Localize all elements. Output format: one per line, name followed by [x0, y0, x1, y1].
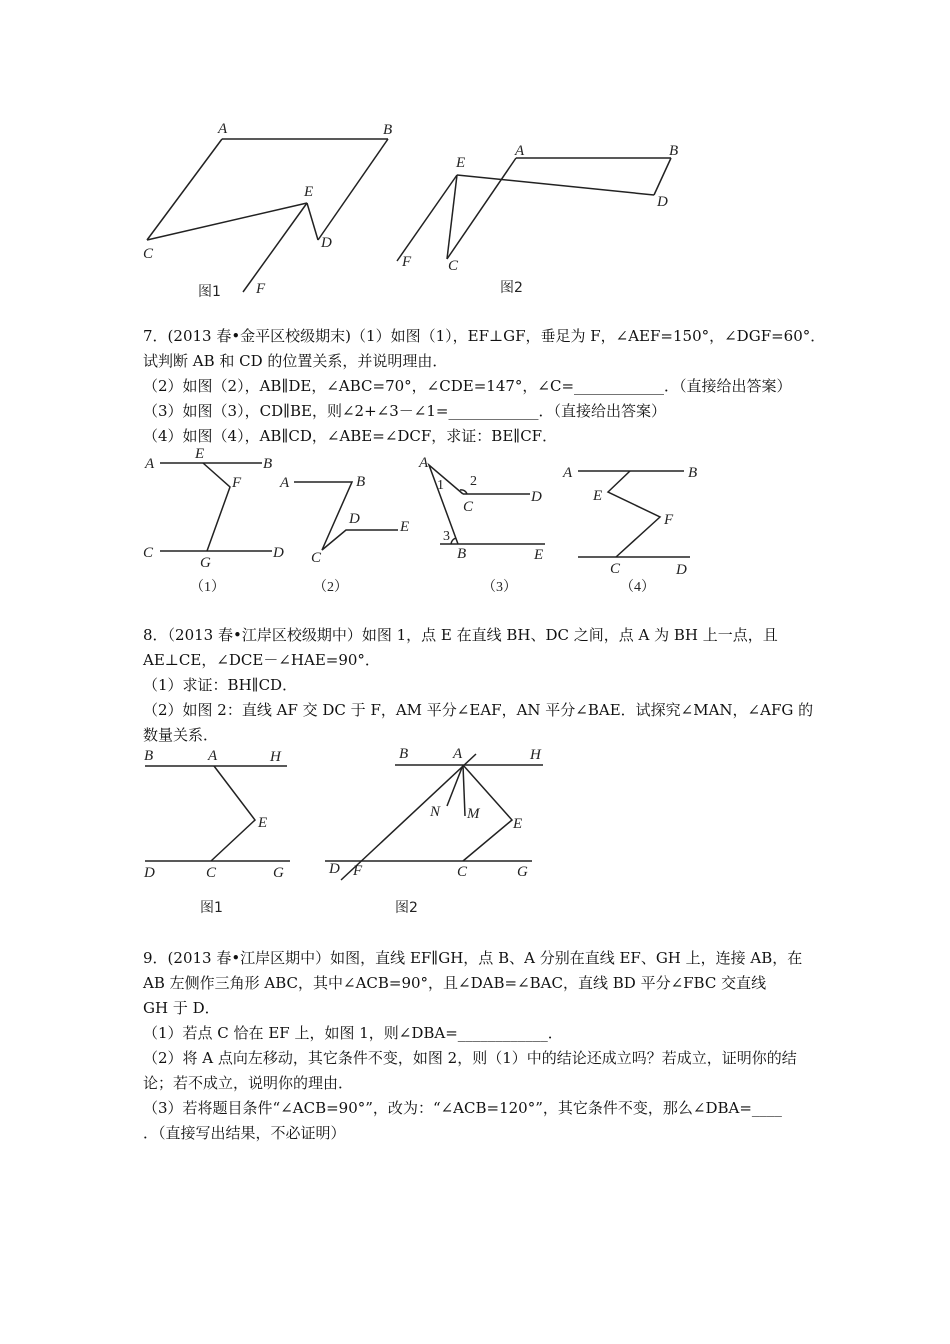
q7-line-4: （3）如图（3），CD∥BE，则∠2+∠3－∠1=____________．（直接给出答案） [143, 402, 666, 420]
q8-line-1: 8．（2013 春•江岸区校级期中）如图 1，点 E 在直线 BH、DC 之间，点 A 为 BH 上一点，且 [143, 626, 778, 644]
top-figures [0, 0, 950, 310]
ray-an [447, 765, 463, 806]
angle-1-label: 1 [437, 478, 444, 493]
label-b: B [263, 456, 273, 472]
angle-2-label: 2 [470, 474, 477, 489]
top-figures-svg [0, 0, 950, 310]
label-b: B [383, 122, 393, 138]
q9-line-7: （3）若将题目条件“∠ACB=90°”，改为：“∠ACB=120°”，其它条件不变，那么∠DBA=____ [143, 1099, 782, 1117]
q7-fig3-caption: （3） [482, 580, 517, 595]
path-abcde [294, 482, 398, 550]
q8-figures [0, 740, 950, 920]
label-d: D [349, 511, 360, 527]
label-e: E [304, 184, 314, 200]
path-aec [211, 766, 255, 861]
label-d: D [273, 545, 284, 561]
q8-line-3: （1）求证：BH∥CD． [143, 676, 298, 694]
q7-fig1 [143, 446, 284, 595]
fig2-caption: 图2 [500, 280, 523, 296]
fig1-caption: 图1 [198, 284, 221, 300]
label-e: E [593, 488, 603, 504]
q9-line-2: AB 左侧作三角形 ABC，其中∠ACB=90°，且∠DAB=∠BAC，直线 BD 平分∠FBC 交直线 [143, 974, 767, 992]
label-f: F [256, 281, 266, 297]
label-b: B [356, 474, 366, 490]
label-a: A [563, 465, 573, 481]
segment-db [318, 139, 388, 240]
angle-3-arc [451, 538, 456, 544]
label-d: D [329, 861, 340, 877]
label-h: H [530, 747, 541, 763]
path-becf [608, 471, 660, 557]
label-e: E [258, 815, 268, 831]
top-fig1 [143, 121, 392, 300]
q7-fig2 [279, 474, 409, 595]
label-e: E [534, 547, 544, 563]
ray-am [463, 765, 465, 816]
label-m: M [467, 806, 480, 822]
label-e: E [513, 816, 523, 832]
q8-figures-svg [0, 740, 950, 920]
label-c: C [143, 246, 154, 262]
q8-line-5: 数量关系． [143, 726, 219, 744]
label-e: E [195, 446, 205, 462]
label-e: E [400, 519, 410, 535]
label-a: A [453, 746, 463, 762]
label-c: C [311, 550, 322, 566]
label-c: C [206, 865, 217, 881]
label-a: A [145, 456, 155, 472]
label-f: F [664, 512, 674, 528]
label-a: A [218, 121, 228, 137]
segment-ca [447, 158, 516, 259]
label-n: N [430, 804, 441, 820]
q9-line-1: 9．(2013 春•江岸区期中）如图，直线 EF∥GH，点 B、A 分别在直线 EF、GH 上，连接 AB，在 [143, 949, 803, 967]
label-g: G [273, 865, 284, 881]
top-fig2 [397, 143, 678, 296]
label-h: H [270, 749, 281, 765]
label-a: A [419, 455, 429, 471]
q7-figures-svg [0, 445, 950, 605]
label-e: E [456, 155, 466, 171]
segment-ed [307, 203, 318, 240]
label-c: C [143, 545, 154, 561]
label-b: B [457, 546, 467, 562]
q8-fig1-caption: 图1 [200, 900, 223, 916]
label-c: C [463, 499, 474, 515]
segment-db [654, 158, 671, 195]
q9-line-6: 论；若不成立，说明你的理由． [143, 1074, 354, 1092]
angle-3-label: 3 [443, 529, 450, 544]
label-a: A [208, 748, 218, 764]
label-b: B [688, 465, 698, 481]
q8-fig1 [143, 748, 290, 916]
q7-line-1: 7．(2013 春•金平区校级期末)（1）如图（1），EF⊥GF，垂足为 F，∠AEF=150°，∠DGF=60°． [143, 327, 826, 345]
q8-fig2 [325, 746, 543, 916]
q7-fig4-caption: （4） [620, 580, 655, 595]
label-c: C [610, 561, 621, 577]
q9-line-3: GH 于 D． [143, 999, 220, 1017]
label-g: G [517, 864, 528, 880]
q7-fig4 [562, 465, 697, 595]
q9-line-8: ．（直接写出结果，不必证明） [143, 1124, 346, 1142]
label-b: B [399, 746, 409, 762]
label-d: D [321, 235, 332, 251]
label-g: G [200, 555, 211, 571]
label-a: A [515, 143, 525, 159]
q7-line-2: 试判断 AB 和 CD 的位置关系，并说明理由． [143, 352, 448, 370]
q7-line-5: （4）如图（4），AB∥CD，∠ABE=∠DCF，求证：BE∥CF． [143, 427, 558, 445]
label-c: C [457, 864, 468, 880]
q9-line-5: （2）将 A 点向左移动，其它条件不变，如图 2，则（1）中的结论还成立吗？若成立，证明你的结 [143, 1049, 797, 1067]
label-b: B [669, 143, 679, 159]
label-d: D [676, 562, 687, 578]
q8-line-4: （2）如图 2：直线 AF 交 DC 于 F，AM 平分∠EAF，AN 平分∠BAE．试探究∠MAN，∠AFG 的 [143, 701, 814, 719]
q7-fig1-caption: （1） [190, 580, 225, 595]
q7-line-3: （2）如图（2），AB∥DE，∠ABC=70°，∠CDE=147°，∠C=____________．（直接给出答案） [143, 377, 792, 395]
q9-line-4: （1）若点 C 恰在 EF 上，如图 1，则∠DBA=____________． [143, 1024, 563, 1042]
label-f: F [353, 863, 363, 879]
label-c: C [448, 258, 459, 274]
q8-fig2-caption: 图2 [395, 900, 418, 916]
label-b: B [144, 748, 154, 764]
path-efg [203, 463, 230, 551]
q8-line-2: AE⊥CE，∠DCE－∠HAE=90°． [143, 651, 380, 669]
q7-figures [0, 445, 950, 605]
label-d: D [144, 865, 155, 881]
label-d: D [531, 489, 542, 505]
label-f: F [402, 254, 412, 270]
label-f: F [232, 475, 242, 491]
segment-ef [243, 203, 307, 292]
label-d: D [657, 194, 668, 210]
q7-fig2-caption: （2） [313, 580, 348, 595]
label-a: A [280, 475, 290, 491]
q7-fig3 [418, 455, 545, 595]
segment-ed [457, 175, 654, 195]
